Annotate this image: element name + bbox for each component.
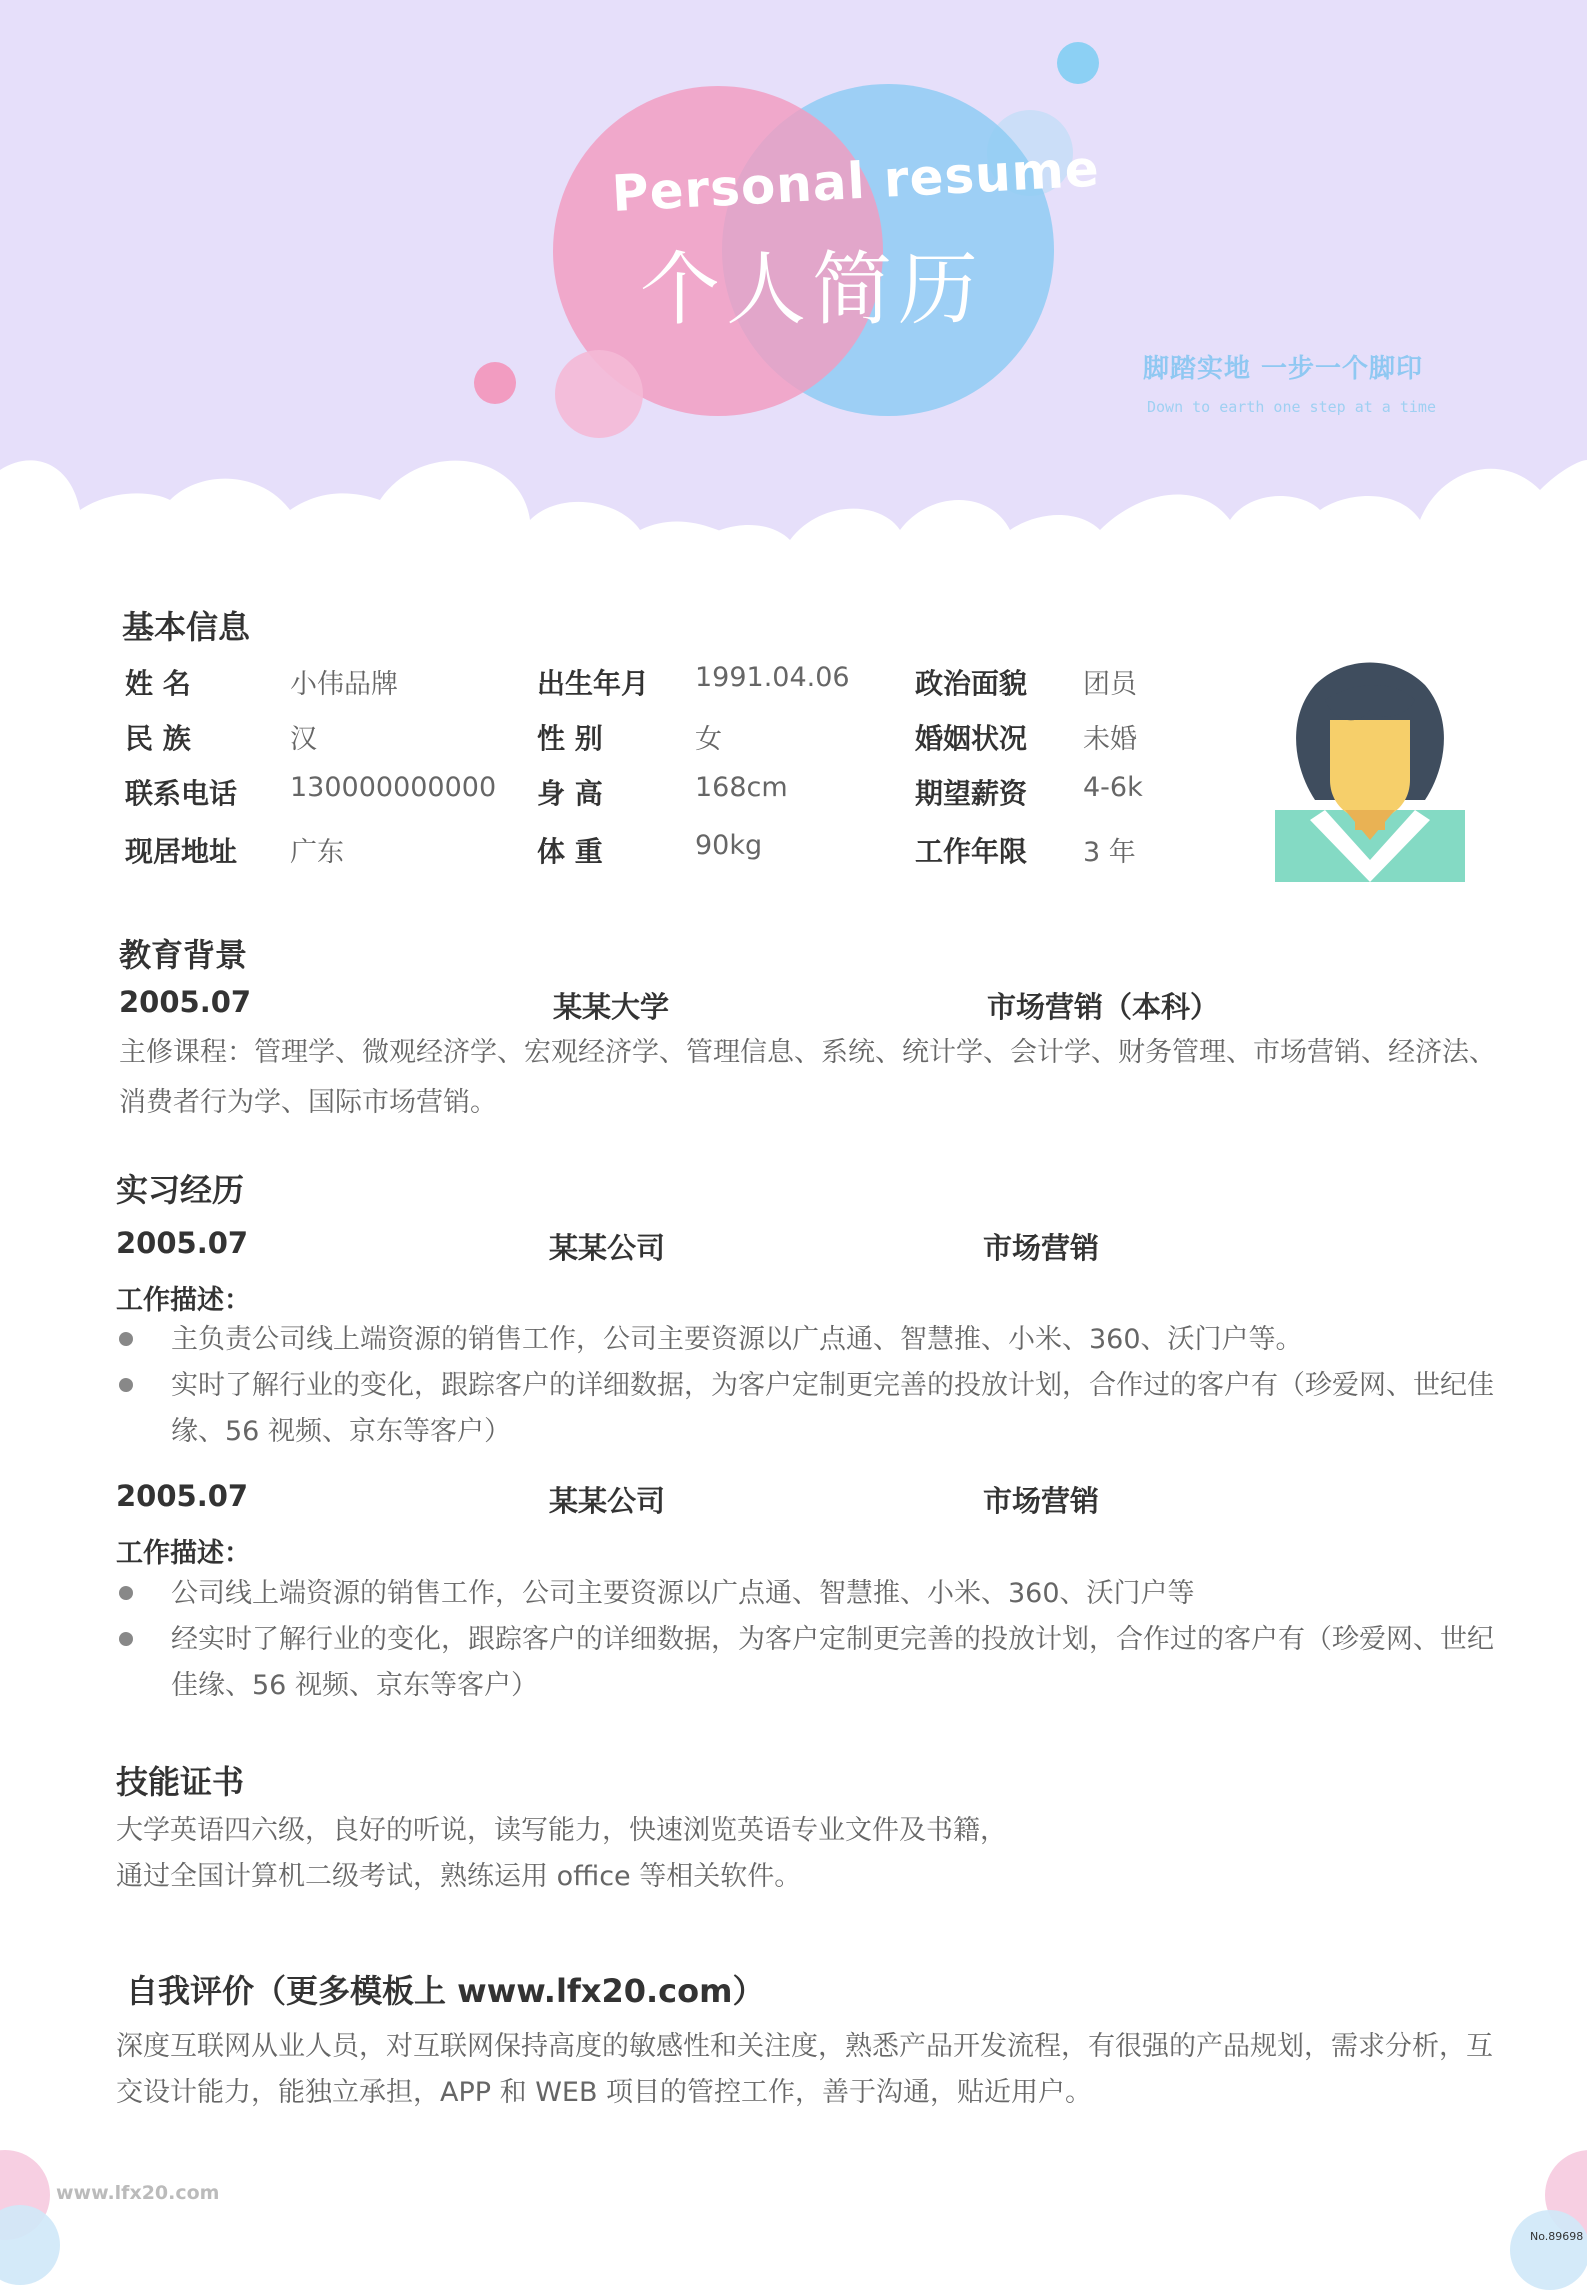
internship-2-bullet-1: 公司线上端资源的销售工作，公司主要资源以广点通、智慧推、小米、360、沃门户等 [171, 1578, 1195, 1609]
internship-1-role: 市场营销 [983, 1231, 1100, 1265]
bullet-icon [119, 1632, 133, 1646]
info-label-experience: 工作年限 [915, 835, 1028, 868]
internship-2-role: 市场营销 [983, 1484, 1100, 1518]
info-value-political: 团员 [1083, 669, 1137, 700]
info-value-ethnicity: 汉 [290, 724, 317, 755]
info-value-phone: 130000000000 [290, 772, 497, 803]
info-value-marital: 未婚 [1083, 724, 1137, 755]
info-value-height: 168cm [695, 772, 788, 803]
self-evaluation-line2: 交设计能力，能独立承担，APP 和 WEB 项目的管控工作，善于沟通，贴近用户。 [116, 2077, 1093, 2108]
decor-circle-blue-small [1057, 42, 1099, 84]
decor-circle-pink-light [555, 350, 643, 438]
info-label-phone: 联系电话 [125, 777, 238, 810]
section-title-skills: 技能证书 [116, 1763, 245, 1801]
internship-2-company: 某某公司 [549, 1484, 666, 1518]
info-label-political: 政治面貌 [915, 667, 1028, 700]
info-label-salary: 期望薪资 [915, 777, 1028, 810]
section-title-education: 教育背景 [119, 936, 248, 974]
info-value-name: 小伟品牌 [290, 669, 398, 700]
info-label-birth: 出生年月 [537, 667, 650, 700]
section-title-self-evaluation: 自我评价（更多模板上 www.lfx20.com） [126, 1972, 765, 2010]
education-courses-line1: 主修课程：管理学、微观经济学、宏观经济学、管理信息、系统、统计学、会计学、财务管理、市场营销、经济法、 [119, 1037, 1496, 1068]
internship-2-bullet-2-line1: 经实时了解行业的变化，跟踪客户的详细数据，为客户定制更完善的投放计划，合作过的客户有（珍爱网、世纪 [171, 1624, 1494, 1655]
resume-title-english: Personal resume [610, 139, 1102, 223]
internship-1-bullet-2-line2: 缘、56 视频、京东等客户） [171, 1416, 511, 1447]
info-label-marital: 婚姻状况 [915, 722, 1028, 755]
info-label-height: 身 高 [537, 777, 603, 810]
education-date: 2005.07 [119, 985, 252, 1019]
section-title-internship: 实习经历 [116, 1171, 245, 1209]
avatar-icon [1275, 660, 1465, 882]
info-label-ethnicity: 民 族 [125, 722, 191, 755]
info-value-experience: 3 年 [1083, 837, 1136, 868]
internship-1-bullet-2-line1: 实时了解行业的变化，跟踪客户的详细数据，为客户定制更完善的投放计划，合作过的客户有（珍爱网、世纪佳 [171, 1370, 1494, 1401]
info-label-name: 姓 名 [125, 667, 191, 700]
decor-circle-footer-left-blue [0, 2205, 60, 2285]
info-value-salary: 4-6k [1083, 772, 1143, 803]
footer-watermark: www.lfx20.com [56, 2182, 220, 2204]
info-label-address: 现居地址 [125, 835, 238, 868]
education-school: 某某大学 [553, 990, 670, 1024]
education-major: 市场营销（本科） [987, 990, 1220, 1024]
bullet-icon [119, 1586, 133, 1600]
internship-1-date: 2005.07 [116, 1226, 249, 1260]
education-courses-line2: 消费者行为学、国际市场营销。 [119, 1087, 497, 1118]
decor-circle-pink-small [474, 362, 516, 404]
internship-1-bullet-1: 主负责公司线上端资源的销售工作，公司主要资源以广点通、智慧推、小米、360、沃门户等。 [171, 1324, 1303, 1355]
info-label-gender: 性 别 [537, 722, 603, 755]
info-value-gender: 女 [695, 724, 722, 755]
self-evaluation-line1: 深度互联网从业人员，对互联网保持高度的敏感性和关注度，熟悉产品开发流程，有很强的产品规划，需求分析，互 [116, 2031, 1493, 2062]
internship-1-desc-label: 工作描述： [116, 1285, 251, 1316]
info-value-address: 广东 [290, 837, 344, 868]
decor-circle-footer-right-blue [1510, 2210, 1587, 2290]
bullet-icon [119, 1378, 133, 1392]
resume-title-chinese: 个人简历 [640, 243, 984, 336]
slogan-chinese: 脚踏实地 一步一个脚印 [1143, 354, 1424, 384]
section-title-basic-info: 基本信息 [122, 608, 251, 646]
info-value-weight: 90kg [695, 830, 763, 861]
slogan-english: Down to earth one step at a time [1147, 398, 1436, 416]
footer-number: No.89698 [1530, 2230, 1584, 2243]
info-label-weight: 体 重 [537, 835, 603, 868]
cloud-border [0, 430, 1587, 590]
skills-line2: 通过全国计算机二级考试，熟练运用 office 等相关软件。 [116, 1861, 802, 1892]
bullet-icon [119, 1332, 133, 1346]
internship-2-bullet-2-line2: 佳缘、56 视频、京东等客户） [171, 1670, 538, 1701]
info-value-birth: 1991.04.06 [695, 662, 850, 693]
internship-2-date: 2005.07 [116, 1479, 249, 1513]
internship-1-company: 某某公司 [549, 1231, 666, 1265]
internship-2-desc-label: 工作描述： [116, 1538, 251, 1569]
skills-line1: 大学英语四六级，良好的听说，读写能力，快速浏览英语专业文件及书籍， [116, 1815, 1007, 1846]
